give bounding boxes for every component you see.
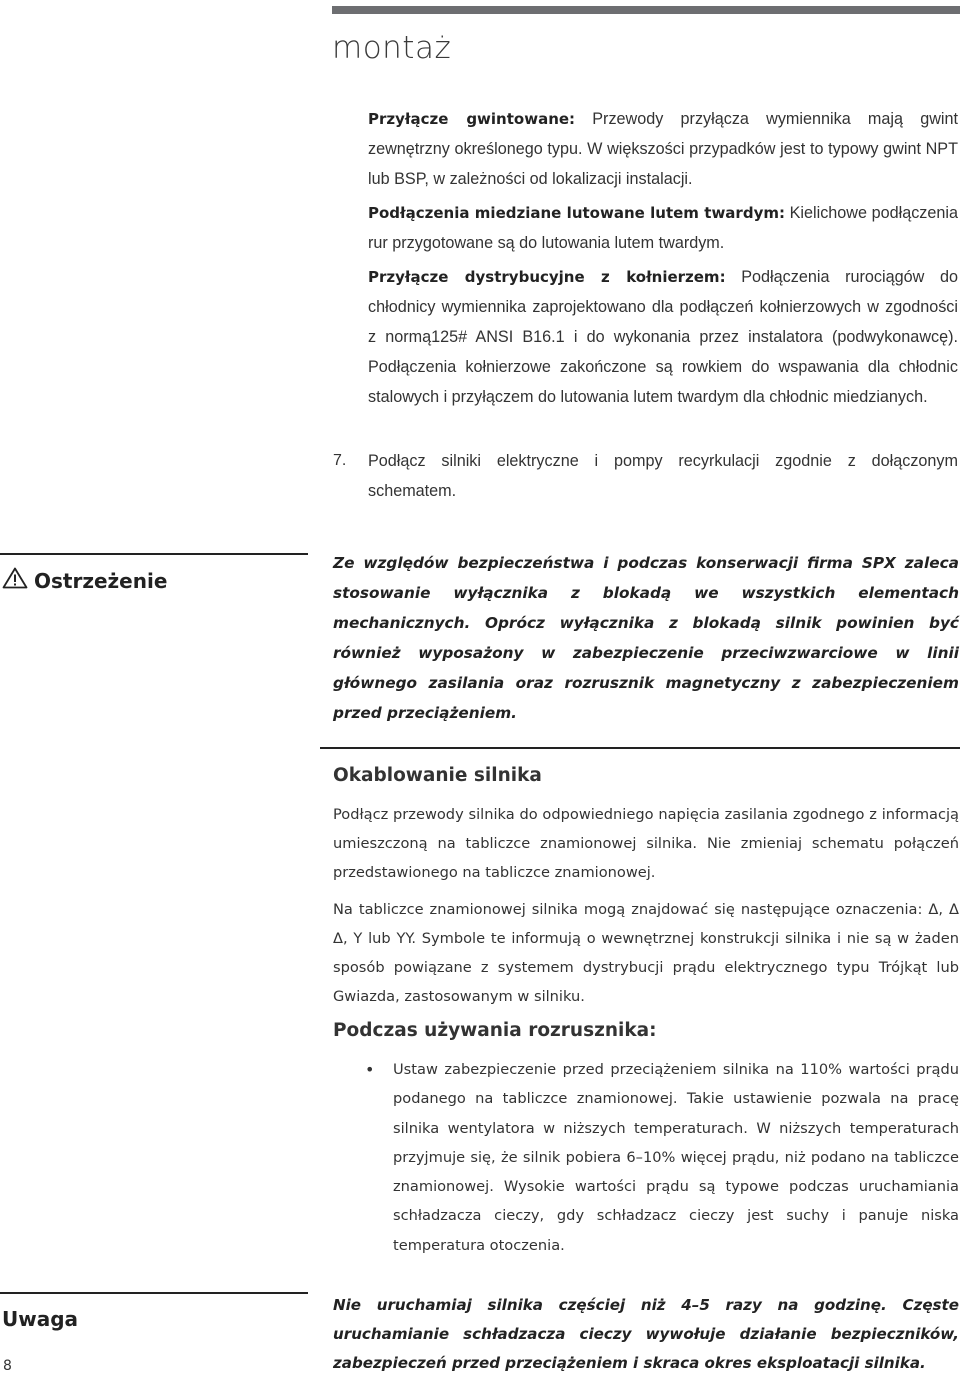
wiring-paragraph-2: Na tabliczce znamionowej silnika mogą znajdować się następujące oznaczenia: Δ, Δ Δ, Y lub YY. Symbole te informują o wewnętrznej konstrukcji silnika i nie są w żaden sposób powiązane z systemem dystrybucji prądu elektrycznego typu Trójkąt lub Gwiazda, zastosowanym w silniku. [333, 901, 959, 1005]
warning-title: Ostrzeżenie [34, 568, 168, 593]
warning-icon [2, 567, 28, 594]
wiring-divider [320, 747, 960, 749]
wiring-title: Okablowanie silnika [333, 765, 542, 786]
starter-title: Podczas używania rozrusznika: [333, 1020, 657, 1041]
step-7-text: Podłącz silniki elektryczne i pompy recyrkulacji zgodnie z dołączonym schematem. [368, 452, 958, 500]
threaded-connection-paragraph [368, 104, 958, 194]
brazed-connection-paragraph [368, 198, 958, 258]
page-number: 8 [3, 1358, 12, 1374]
threaded-connection-text: Przewody przyłącza wymiennika mają gwint zewnętrzny określonego typu. W większości przypadków jest to typowy gwint NPT lub BSP, w zależności od lokalizacji instalacji. [368, 110, 958, 188]
warning-text: Ze względów bezpieczeństwa i podczas konserwacji firma SPX zaleca stosowanie wyłącznika z blokadą we wszystkich elementach mechanicznych. Oprócz wyłącznika z blokadą silnik powinien być również wyposażony w zabezpieczenie przeciwzwarciowe w linii głównego zasilania oraz rozrusznik magnetyczny z zabezpieczeniem przed przeciążeniem. [333, 554, 959, 722]
note-label [2, 1307, 78, 1331]
warning-label [2, 567, 167, 594]
wiring-paragraph-1: Podłącz przewody silnika do odpowiedniego napięcia zasilania zgodnego z informacją umieszczoną na tabliczce znamionowej silnika. Nie zmieniaj schematu połączeń przedstawionego na tabliczce znamionowej. [333, 806, 959, 881]
note-text: Nie uruchamiaj silnika częściej niż 4–5 razy na godzinę. Częste uruchamianie schładzacza cieczy wywołuje działanie bezpieczników, zabezpieczeń przed przeciążeniem i skraca okres eksploatacji silnika. [333, 1296, 959, 1372]
brazed-connection-label: Podłączenia miedziane lutowane lutem twardym: [368, 204, 785, 222]
threaded-connection-label: Przyłącze gwintowane: [368, 110, 576, 128]
flanged-connection-label: Przyłącze dystrybucyjne z kołnierzem: [368, 268, 726, 286]
starter-list-item: Ustaw zabezpieczenie przed przeciążeniem silnika na 110% wartości prądu podanego na tabliczce znamionowej. Takie ustawienie pozwala na pracę silnika wentylatora w niższych temperaturach. W niższych temperaturach przyjmuje się, że silnik pobiera 6–10% więcej prądu, niż podano na tabliczce znamionowej. Wysokie wartości prądu są typowe podczas uruchamiania schładzacza cieczy, gdy schładzacz cieczy jest suchy i panuje niska temperatura otoczenia. [393, 1061, 959, 1254]
section-title: montaż [332, 30, 452, 66]
bullet-marker: • [365, 1060, 375, 1079]
warning-divider [0, 553, 308, 555]
step-number: 7. [333, 452, 347, 469]
brazed-connection-text: Kielichowe podłączenia rur przygotowane są do lutowania lutem twardym. [368, 204, 958, 252]
flanged-connection-text: Podłączenia rurociągów do chłodnicy wymiennika zaprojektowano dla podłączeń kołnierzowych w zgodności z normą125# ANSI B16.1 i do wykonania przez instalatora (podwykonawcę). Podłączenia kołnierzowe zakończone są rowkiem do wspawania dla chłodnic stalowych i przyłączem do lutowania lutem twardym dla chłodnic miedzianych. [368, 268, 958, 406]
flanged-connection-paragraph [368, 262, 958, 412]
note-title: Uwaga [2, 1307, 79, 1331]
note-divider [0, 1292, 308, 1294]
header-bar [332, 6, 960, 14]
